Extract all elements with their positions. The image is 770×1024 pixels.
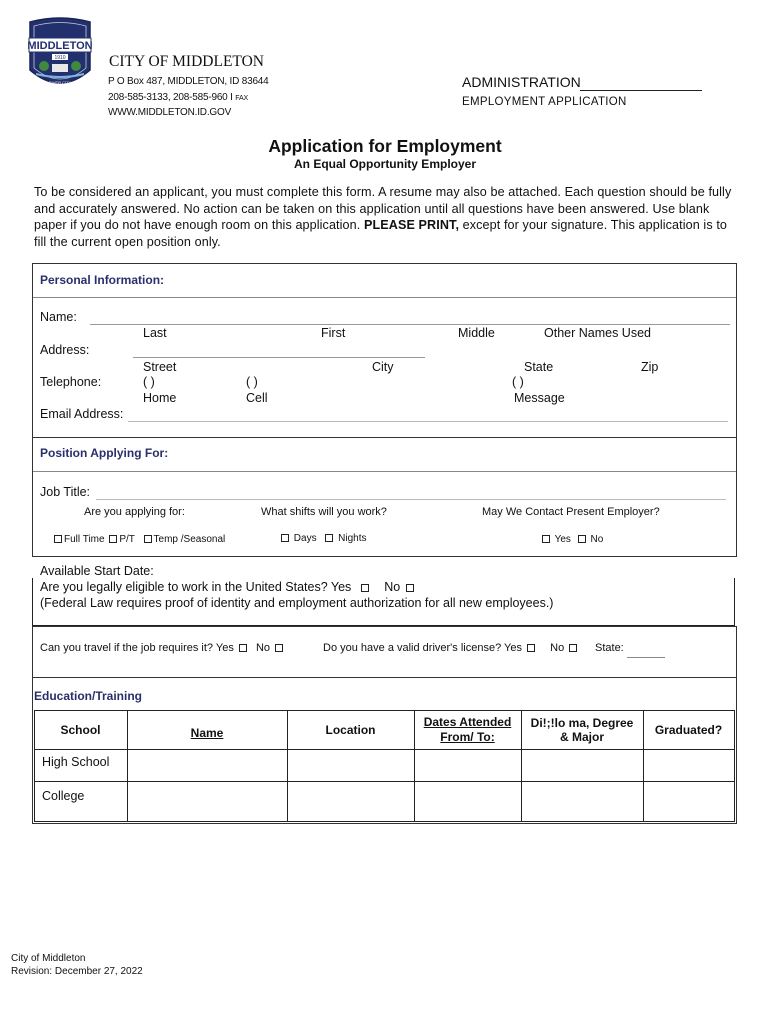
first-name-caption: First bbox=[321, 326, 346, 340]
shift-options: Days Nights bbox=[279, 533, 367, 544]
svg-text:RIVER CITY: RIVER CITY bbox=[48, 80, 72, 85]
city-caption: City bbox=[372, 360, 394, 374]
address-field[interactable] bbox=[133, 357, 425, 358]
middle-name-caption: Middle bbox=[458, 326, 495, 340]
job-title-label: Job Title: bbox=[40, 485, 91, 499]
section-divider bbox=[33, 297, 736, 298]
page-subtitle: An Equal Opportunity Employer bbox=[293, 157, 476, 171]
col-header-degree: Di!;!lo ma, Degree & Major bbox=[530, 716, 634, 744]
svg-text:MIDDLETON: MIDDLETON bbox=[27, 40, 93, 52]
shifts-question: What shifts will you work? bbox=[261, 506, 387, 518]
box-edge bbox=[32, 578, 33, 626]
svg-text:1910: 1910 bbox=[54, 55, 66, 61]
cell-caption: Cell bbox=[246, 391, 268, 405]
table-line bbox=[34, 710, 735, 711]
license-yes-checkbox[interactable] bbox=[527, 644, 535, 652]
eligibility-question: Are you legally eligible to work in the United States? Yes No bbox=[40, 580, 416, 594]
eligible-yes-checkbox[interactable] bbox=[361, 584, 369, 592]
box-edge bbox=[734, 578, 735, 626]
license-question: Do you have a valid driver's license? Yes No bbox=[323, 642, 579, 654]
job-title-field[interactable] bbox=[96, 499, 726, 500]
other-names-caption: Other Names Used bbox=[544, 326, 651, 340]
col-header-dates: Dates Attended From/ To: bbox=[423, 715, 512, 744]
col-header-location: Location bbox=[325, 723, 376, 737]
col-header-school: School bbox=[60, 723, 101, 737]
employment-type-options: Full Time P/T Temp /Seasonal bbox=[52, 534, 225, 545]
footer-org: City of Middleton bbox=[11, 953, 86, 964]
telephone-label: Telephone: bbox=[40, 375, 102, 389]
city-website: WWW.MIDDLETON.ID.GOV bbox=[108, 107, 232, 118]
temp-seasonal-checkbox[interactable] bbox=[144, 535, 152, 543]
cell-phone-field[interactable]: ( ) bbox=[246, 375, 258, 389]
city-name: CITY OF MIDDLETON bbox=[109, 53, 264, 70]
travel-yes-checkbox[interactable] bbox=[239, 644, 247, 652]
travel-question: Can you travel if the job requires it? Yes No bbox=[40, 642, 285, 654]
city-seal-icon bbox=[26, 14, 94, 96]
part-time-checkbox[interactable] bbox=[109, 535, 117, 543]
travel-no-checkbox[interactable] bbox=[275, 644, 283, 652]
personal-info-heading: Personal Information: bbox=[40, 273, 165, 287]
form-type-label: EMPLOYMENT APPLICATION bbox=[462, 96, 627, 108]
education-heading: Education/Training bbox=[34, 689, 143, 703]
license-state-field[interactable] bbox=[627, 657, 665, 658]
row-college: College bbox=[42, 789, 85, 803]
last-name-caption: Last bbox=[143, 326, 167, 340]
state-caption: State bbox=[524, 360, 554, 374]
page-title: Application for Employment bbox=[268, 136, 502, 156]
address-label: Address: bbox=[40, 343, 90, 357]
message-phone-field[interactable]: ( ) bbox=[512, 375, 524, 389]
department-label: ADMINISTRATION bbox=[462, 74, 581, 90]
applying-for-question: Are you applying for: bbox=[84, 506, 185, 518]
table-line bbox=[34, 781, 735, 782]
col-header-graduated: Graduated? bbox=[654, 723, 723, 737]
nights-checkbox[interactable] bbox=[325, 534, 333, 542]
section-divider bbox=[33, 471, 736, 472]
table-line bbox=[34, 821, 735, 822]
message-caption: Message bbox=[514, 391, 565, 405]
contact-no-checkbox[interactable] bbox=[578, 535, 586, 543]
home-phone-field[interactable]: ( ) bbox=[143, 375, 155, 389]
table-line bbox=[34, 749, 735, 750]
home-caption: Home bbox=[143, 391, 177, 405]
zip-caption: Zip bbox=[641, 360, 659, 374]
eligible-no-checkbox[interactable] bbox=[406, 584, 414, 592]
name-field[interactable] bbox=[90, 324, 730, 325]
contact-yes-checkbox[interactable] bbox=[542, 535, 550, 543]
street-caption: Street bbox=[143, 360, 177, 374]
table-line bbox=[734, 710, 735, 822]
personal-info-section bbox=[32, 263, 737, 438]
position-heading: Position Applying For: bbox=[40, 446, 169, 460]
federal-law-note: (Federal Law requires proof of identity and employment authorization for all new employees.) bbox=[40, 596, 554, 610]
city-phones: 208-585-3133, 208-585-960 I FAX bbox=[108, 92, 248, 103]
full-time-checkbox[interactable] bbox=[54, 535, 62, 543]
city-logo bbox=[26, 14, 94, 96]
contact-employer-question: May We Contact Present Employer? bbox=[482, 506, 660, 518]
license-no-checkbox[interactable] bbox=[569, 644, 577, 652]
license-state-label: State: bbox=[595, 642, 624, 654]
city-address: P O Box 487, MIDDLETON, ID 83644 bbox=[108, 76, 269, 87]
footer-revision: Revision: December 27, 2022 bbox=[11, 966, 143, 977]
email-label: Email Address: bbox=[40, 407, 124, 421]
department-underline bbox=[580, 90, 702, 91]
name-label: Name: bbox=[40, 310, 77, 324]
start-date-label: Available Start Date: bbox=[40, 564, 154, 578]
intro-paragraph: To be considered an applicant, you must complete this form. A resume may also be attached. Each question should be fully and accurately answered. No action can be taken on this application until all questions have been answered. Use blank paper if you do not have enough room on this application. PLEASE PRINT, except for your signature. This application is to fill the current open position only. bbox=[34, 185, 732, 249]
row-high-school: High School bbox=[42, 755, 110, 769]
contact-employer-options: Yes No bbox=[540, 534, 603, 545]
col-header-name: Name bbox=[190, 726, 224, 740]
email-field[interactable] bbox=[128, 421, 728, 422]
days-checkbox[interactable] bbox=[281, 534, 289, 542]
